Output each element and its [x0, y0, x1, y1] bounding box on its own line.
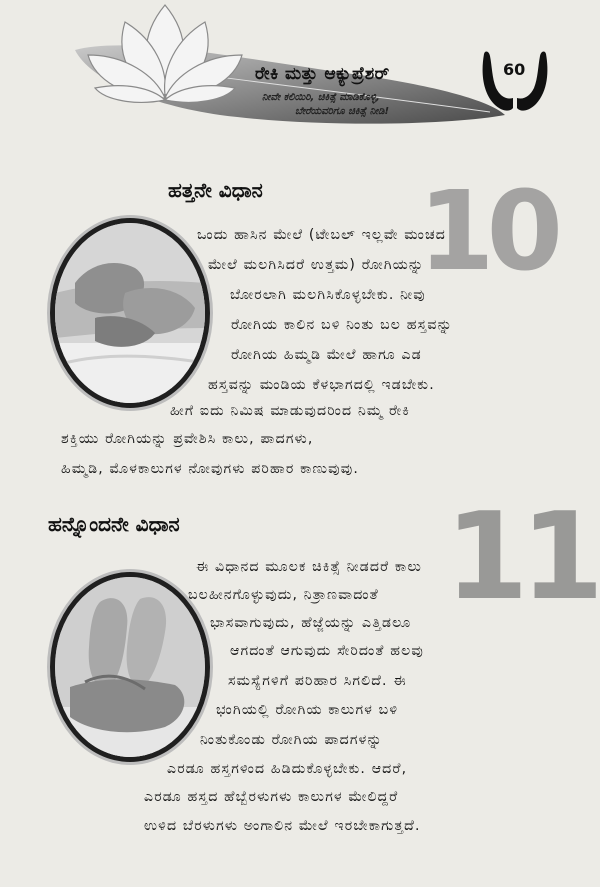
section-10-line-5: ರೋಗಿಯ ಹಿಮ್ಮಡಿ ಮೇಲೆ ಹಾಗೂ ಎಡ: [231, 347, 422, 363]
section-11-line-10: ಉಳಿದ ಬೆರಳುಗಳು ಅಂಗಾಲಿನ ಮೇಲೆ ಇರಬೇಕಾಗುತ್ತದೆ.: [144, 818, 421, 834]
cupped-hands-icon: [478, 46, 552, 116]
section-11-line-4: ಆಗದಂತೆ ಆಗುವುದು ಸೇರಿದಂತೆ ಹಲವು: [230, 643, 424, 659]
section-10-line-8: ಶಕ್ತಿಯು ರೋಗಿಯನ್ನು ಪ್ರವೇಶಿಸಿ ಕಾಲು, ಪಾದಗಳು,: [61, 431, 314, 447]
section-11-line-8: ಎರಡೂ ಹಸ್ತಗಳಿಂದ ಹಿಡಿದುಕೊಳ್ಳಬೇಕು. ಆದರೆ,: [167, 761, 408, 777]
section-11-line-3: ಭಾಸವಾಗುವುದು, ಹೆಜ್ಜೆಯನ್ನು ಎತ್ತಿಡಲೂ: [210, 615, 412, 631]
section-11-title: ಹನ್ನೊಂದನೇ ವಿಧಾನ: [48, 512, 180, 536]
section-11-number: 11: [445, 488, 596, 627]
section-11-line-1: ಈ ವಿಧಾನದ ಮೂಲಕ ಚಿಕಿತ್ಸೆ ನೀಡದರೆ ಕಾಲು: [196, 559, 423, 575]
section-11-line-2: ಬಲಹೀನಗೊಳ್ಳುವುದು, ನಿತ್ರಾಣವಾದಂತೆ: [188, 587, 379, 603]
section-11-line-5: ಸಮಸ್ಯೆಗಳಿಗೆ ಪರಿಹಾರ ಸಿಗಲಿದೆ. ಈ: [228, 673, 407, 689]
page-number: 60: [503, 60, 526, 79]
section-10-number: 10: [418, 167, 556, 295]
section-11-line-6: ಭಂಗಿಯಲ್ಲಿ ರೋಗಿಯ ಕಾಲುಗಳ ಬಳಿ: [216, 702, 399, 718]
section-10-line-1: ಒಂದು ಹಾಸಿನ ಮೇಲೆ (ಟೇಬಲ್ ಇಲ್ಲವೇ ಮಂಚದ: [197, 227, 447, 243]
book-title: ರೇಕಿ ಮತ್ತು ಆಕ್ಯುಪ್ರೆಶರ್: [255, 64, 390, 84]
section-10-line-2: ಮೇಲೆ ಮಲಗಿಸಿದರೆ ಉತ್ತಮ) ರೋಗಿಯನ್ನು: [208, 257, 425, 273]
section-10-line-6: ಹಸ್ತವನ್ನು ಮಂಡಿಯ ಕೆಳಭಾಗದಲ್ಲಿ ಇಡಬೇಕು.: [208, 377, 435, 393]
book-tagline-line2: ಬೇರೆಯವರಿಗೂ ಚಿಕಿತ್ಸೆ ನೀಡಿ!: [295, 106, 390, 117]
section-11-line-9: ಎರಡೂ ಹಸ್ತದ ಹೆಬ್ಬೆರಳುಗಳು ಕಾಲುಗಳ ಮೇಲಿದ್ದರೆ: [144, 789, 399, 805]
lotus-flower-graphic: [80, 0, 250, 110]
section-11-line-7: ನಿಂತುಕೊಂಡು ರೋಗಿಯ ಪಾದಗಳನ್ನು: [200, 732, 383, 748]
section-10-line-9: ಹಿಮ್ಮಡಿ, ಮೊಳಕಾಲುಗಳ ನೋವುಗಳು ಪರಿಹಾರ ಕಾಣುವುವು.: [61, 461, 359, 477]
section-10-line-7: ಹೀಗೆ ಐದು ನಿಮಿಷ ಮಾಡುವುದರಿಂದ ನಿಮ್ಮ ರೇಕಿ: [170, 403, 410, 419]
reiki-leg-treatment-photo: [50, 218, 210, 408]
section-10-title: ಹತ್ತನೇ ವಿಧಾನ: [168, 178, 263, 202]
book-tagline-line1: ನೀವೇ ಕಲಿಯಿರಿ, ಚಿಕಿತ್ಸೆ ಮಾಡಿಕೊಳ್ಳಿ,: [262, 92, 380, 103]
section-10-line-4: ರೋಗಿಯ ಕಾಲಿನ ಬಳಿ ನಿಂತು ಬಲ ಹಸ್ತವನ್ನು: [231, 317, 453, 333]
page-header: [0, 0, 600, 150]
foot-acupressure-photo: [50, 572, 210, 762]
section-10-line-3: ಬೋರಲಾಗಿ ಮಲಗಿಸಿಕೊಳ್ಳಬೇಕು. ನೀವು: [230, 287, 426, 303]
